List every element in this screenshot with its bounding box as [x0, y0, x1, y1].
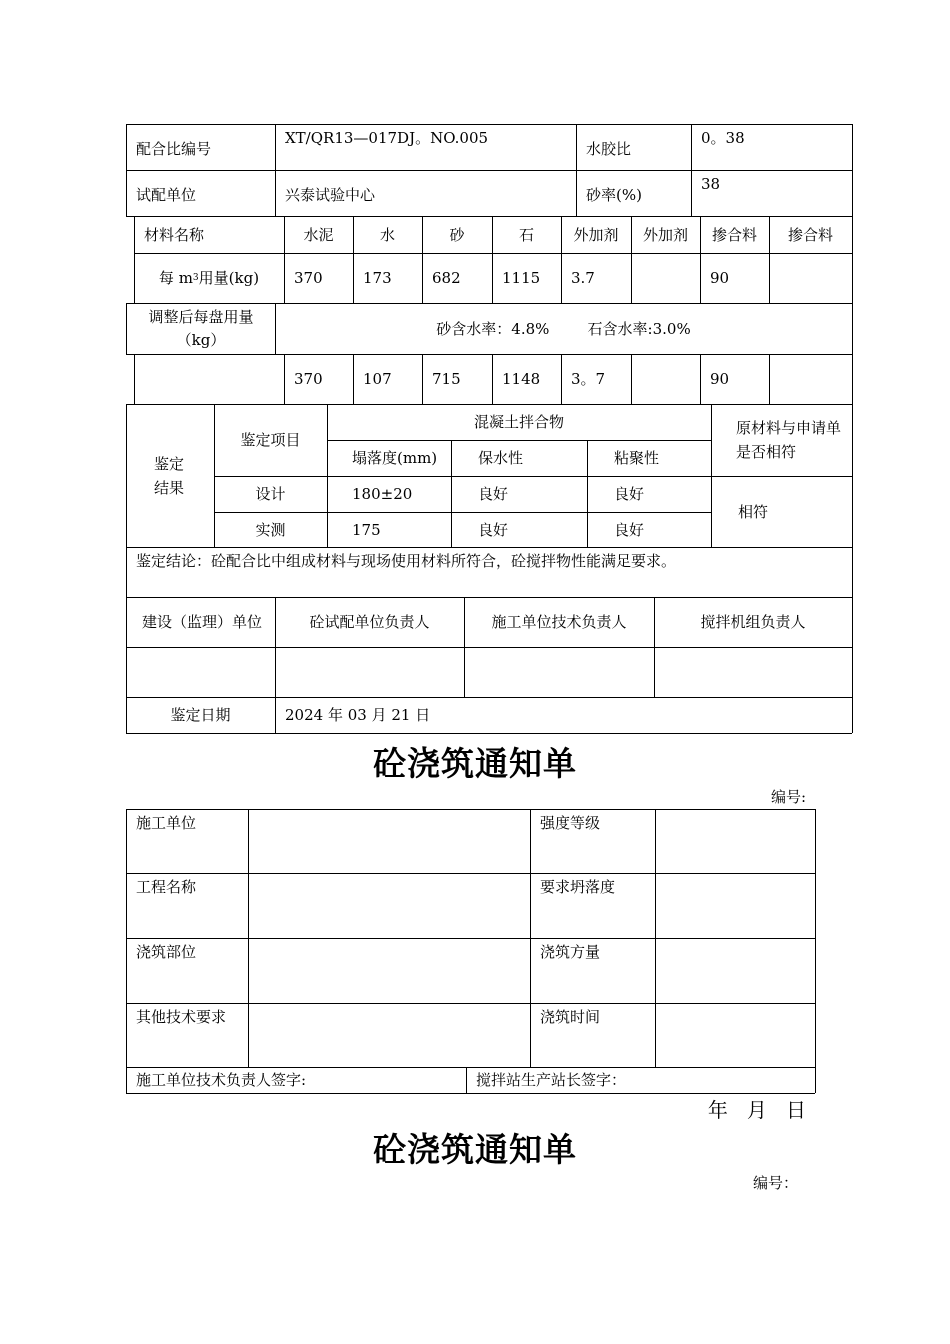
- slump-label: 塌落度(mm): [352, 449, 438, 467]
- measured-slump: 175: [352, 520, 381, 539]
- notice-station-signature-label: 搅拌站生产站长签字：: [476, 1071, 627, 1089]
- mix-no-value: XT/QR13—017DJ。NO.005: [285, 129, 489, 147]
- wb-ratio-value: 0。38: [701, 129, 745, 147]
- sand-ratio-value: 38: [701, 175, 721, 193]
- material-header: 掺合料: [711, 225, 757, 244]
- notice-pour-volume-label: 浇筑方量: [540, 943, 601, 961]
- measured-cohesion: 良好: [614, 520, 645, 539]
- lab-unit-label: 试配单位: [136, 186, 197, 204]
- per-m3-value: 173: [363, 269, 392, 287]
- moisture-note: 砂含水率：4.8% 石含水率:3.0%: [436, 319, 691, 338]
- design-cohesion: 良好: [614, 485, 645, 503]
- notice-number-label: 编号:: [770, 788, 806, 806]
- adjusted-value: 3。7: [571, 370, 606, 388]
- per-m3-value: 3.7: [571, 269, 595, 287]
- material-header: 外加剂: [642, 225, 688, 244]
- per-m3-value: 370: [294, 269, 323, 287]
- notice-pour-location-label: 浇筑部位: [136, 943, 197, 961]
- material-header: 掺合料: [787, 225, 833, 244]
- per-m3-value: 90: [710, 269, 730, 287]
- adjusted-value: 370: [294, 370, 323, 388]
- notice-number-label: 编号：: [752, 1174, 798, 1192]
- sign-header-lab: 砼试配单位负责人: [309, 613, 430, 631]
- material-header: 外加剂: [573, 225, 619, 244]
- match-question: 原材料与申请单是否相符: [736, 419, 842, 461]
- wb-ratio-label: 水胶比: [586, 140, 632, 158]
- mixture-label: 混凝土拌合物: [473, 413, 564, 431]
- adjusted-value: [631, 354, 700, 404]
- per-m3-label: 每 m 3 用量(kg): [158, 269, 260, 287]
- adjusted-value: 1148: [502, 370, 541, 388]
- design-retention: 良好: [478, 485, 509, 503]
- per-m3-value: [769, 253, 852, 303]
- appraisal-date-label: 鉴定日期: [170, 706, 231, 724]
- material-header: 材料名称: [144, 225, 205, 244]
- design-slump: 180±20: [352, 485, 413, 503]
- notice-project-name-label: 工程名称: [136, 878, 197, 896]
- per-m3-value: 1115: [502, 269, 541, 287]
- cohesion-label: 粘聚性: [614, 449, 660, 467]
- per-m3-value: [631, 253, 700, 303]
- measured-retention: 良好: [478, 520, 509, 539]
- lab-unit-value: 兴泰试验中心: [285, 186, 376, 204]
- match-answer: 相符: [738, 502, 769, 521]
- material-header: 水泥: [303, 225, 334, 244]
- design-label: 设计: [255, 485, 286, 503]
- adjusted-value: [769, 354, 852, 404]
- adjusted-value: 715: [432, 370, 461, 388]
- notice-required-slump-label: 要求坍落度: [540, 878, 616, 896]
- notice-construction-unit-label: 施工单位: [136, 814, 197, 832]
- mix-no-label: 配合比编号: [136, 140, 212, 158]
- measured-label: 实测: [255, 520, 286, 539]
- appraisal-result-label: 鉴定结果: [153, 454, 184, 497]
- adjusted-value: 90: [710, 370, 730, 388]
- material-header: 水: [379, 225, 395, 244]
- adjusted-value: 107: [363, 370, 392, 388]
- notice-date-line: 年 月 日: [707, 1098, 806, 1122]
- material-header: 石: [518, 225, 534, 244]
- notice-pour-time-label: 浇筑时间: [540, 1008, 601, 1026]
- appraisal-date-value: 2024 年 03 月 21 日: [285, 706, 431, 724]
- water-retention-label: 保水性: [478, 449, 524, 467]
- notice-strength-grade-label: 强度等级: [540, 814, 601, 832]
- appraisal-item-label: 鉴定项目: [240, 431, 301, 449]
- material-header: 砂: [449, 225, 465, 244]
- notice-construction-signature-label: 施工单位技术负责人签字:: [136, 1071, 307, 1089]
- per-m3-value: 682: [432, 269, 461, 287]
- notice-title: 砼浇筑通知单: [373, 1130, 577, 1169]
- notice-title: 砼浇筑通知单: [373, 744, 577, 783]
- sign-header-mixer: 搅拌机组负责人: [700, 613, 806, 631]
- sign-header-construction: 施工单位技术负责人: [491, 613, 627, 631]
- sign-header-supervisor: 建设（监理）单位: [141, 612, 262, 631]
- notice-other-requirements-label: 其他技术要求: [136, 1008, 227, 1026]
- appraisal-conclusion: 鉴定结论：砼配合比中组成材料与现场使用材料所符合，砼搅拌物性能满足要求。: [136, 552, 677, 570]
- adjusted-label: 调整后每盘用量（kg）: [148, 307, 254, 349]
- sand-ratio-label: 砂率(%): [586, 186, 642, 204]
